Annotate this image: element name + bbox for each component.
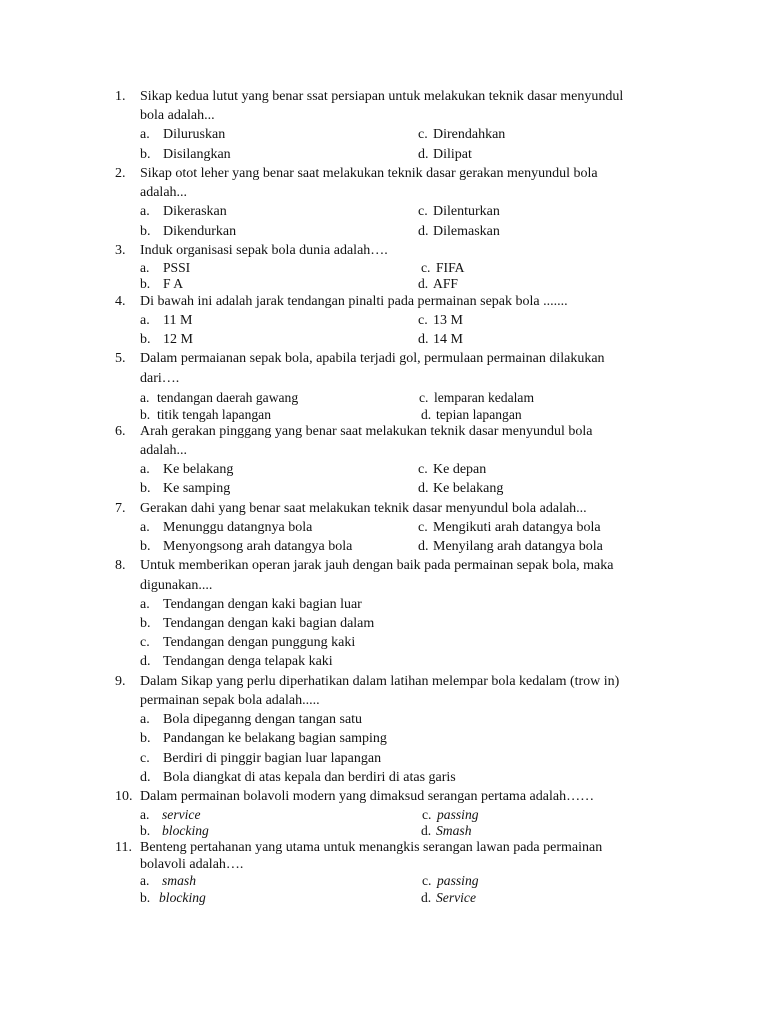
option-text: Dikendurkan [163,224,237,239]
question-number: 8. [115,558,126,573]
option-label: c. [418,313,428,328]
option-label: a. [140,597,150,612]
option-label: a. [140,712,150,727]
question-text: digunakan.... [140,578,213,593]
question-number: 7. [115,501,126,516]
option-label: d. [140,770,151,785]
option-label: d. [418,481,429,496]
option-text: AFF [433,276,458,291]
question-text: bolavoli adalah…. [140,857,244,872]
option-text: service [162,807,201,822]
option-label: b. [140,539,151,554]
option-text: 13 M [433,313,463,328]
option-text: Direndahkan [433,127,506,142]
option-text: Bola diangkat di atas kepala dan berdiri di atas garis [163,770,456,785]
option-text: titik tengah lapangan [157,407,272,422]
option-text: lemparan kedalam [434,390,535,405]
option-label: c. [419,390,429,405]
option-text: smash [162,873,196,888]
question-text: Benteng pertahanan yang utama untuk menangkis serangan lawan pada permainan [140,840,603,855]
option-label: c. [421,260,431,275]
option-text: passing [437,873,479,888]
option-text: Diluruskan [163,127,226,142]
question-text: adalah... [140,443,188,458]
option-text: Disilangkan [163,147,231,162]
option-label: a. [140,520,150,535]
question-number: 2. [115,166,126,181]
option-text: Tendangan dengan punggung kaki [163,635,356,650]
option-label: d. [421,890,432,905]
option-label: a. [140,462,150,477]
option-text: Tendangan denga telapak kaki [163,654,333,669]
option-text: 11 M [163,313,193,328]
option-label: b. [140,332,151,347]
question-text: Gerakan dahi yang benar saat melakukan teknik dasar menyundul bola adalah... [140,501,587,516]
option-text: Menunggu datangnya bola [163,520,313,535]
question-number: 1. [115,89,126,104]
option-text: passing [437,807,479,822]
question-text: Dalam permaianan sepak bola, apabila terjadi gol, permulaan permainan dilakukan [140,351,605,366]
question-text: Sikap otot leher yang benar saat melakukan teknik dasar gerakan menyundul bola [140,166,598,181]
option-label: c. [418,462,428,477]
option-label: c. [140,635,150,650]
question-text: Dalam Sikap yang perlu diperhatikan dalam latihan melempar bola kedalam (trow in) [140,674,620,689]
option-label: a. [140,390,150,405]
option-label: d. [418,276,429,291]
option-text: tepian lapangan [436,407,522,422]
option-text: 12 M [163,332,193,347]
option-label: d. [140,654,151,669]
option-label: b. [140,407,151,422]
question-number: 10. [115,789,133,804]
option-label: b. [140,147,151,162]
option-label: d. [421,823,432,838]
option-text: Menyilang arah datangya bola [433,539,603,554]
option-text: Dikeraskan [163,204,227,219]
question-number: 5. [115,351,126,366]
option-label: d. [418,147,429,162]
option-text: Dilipat [433,147,472,162]
option-label: a. [140,204,150,219]
option-text: Smash [436,823,472,838]
option-text: blocking [162,823,209,838]
option-text: Mengikuti arah datangya bola [433,520,601,535]
question-number: 9. [115,674,126,689]
option-text: Ke samping [163,481,231,496]
option-text: Berdiri di pinggir bagian luar lapangan [163,751,382,766]
question-text: permainan sepak bola adalah..... [140,693,320,708]
option-label: c. [418,204,428,219]
option-text: Bola dipeganng dengan tangan satu [163,712,363,727]
option-label: b. [140,823,151,838]
option-text: Dilemaskan [433,224,500,239]
option-text: Ke belakang [163,462,234,477]
option-text: tendangan daerah gawang [157,390,299,405]
option-label: b. [140,276,151,291]
question-text: Sikap kedua lutut yang benar ssat persiapan untuk melakukan teknik dasar menyundul [140,89,624,104]
option-label: d. [421,407,432,422]
question-text: dari…. [140,371,180,386]
question-text: Di bawah ini adalah jarak tendangan pinalti pada permainan sepak bola ....... [140,294,568,309]
option-label: a. [140,807,150,822]
option-text: F A [163,276,184,291]
question-text: adalah... [140,185,188,200]
option-label: b. [140,890,151,905]
option-label: a. [140,873,150,888]
option-text: Ke depan [433,462,487,477]
option-text: Ke belakang [433,481,504,496]
option-label: c. [422,807,432,822]
option-label: a. [140,260,150,275]
option-text: Menyongsong arah datangya bola [163,539,353,554]
question-text: Induk organisasi sepak bola dunia adalah…. [140,243,388,258]
option-text: Pandangan ke belakang bagian samping [163,731,387,746]
option-text: Tendangan dengan kaki bagian luar [163,597,362,612]
question-text: Dalam permainan bolavoli modern yang dimaksud serangan pertama adalah…… [140,789,595,804]
option-label: b. [140,481,151,496]
option-text: 14 M [433,332,463,347]
option-label: d. [418,332,429,347]
option-label: a. [140,127,150,142]
question-text: bola adalah... [140,108,215,123]
option-label: c. [140,751,150,766]
option-label: d. [418,539,429,554]
option-label: a. [140,313,150,328]
option-text: Tendangan dengan kaki bagian dalam [163,616,375,631]
option-text: blocking [159,890,206,905]
option-label: b. [140,224,151,239]
option-label: b. [140,616,151,631]
question-number: 6. [115,424,126,439]
question-number: 11. [115,840,132,855]
question-number: 3. [115,243,126,258]
option-text: PSSI [163,260,191,275]
option-text: Service [436,890,476,905]
option-label: b. [140,731,151,746]
question-text: Untuk memberikan operan jarak jauh dengan baik pada permainan sepak bola, maka [140,558,614,573]
option-text: FIFA [436,260,465,275]
option-label: c. [418,127,428,142]
option-label: d. [418,224,429,239]
question-number: 4. [115,294,126,309]
question-text: Arah gerakan pinggang yang benar saat melakukan teknik dasar menyundul bola [140,424,593,439]
option-label: c. [418,520,428,535]
option-label: c. [422,873,432,888]
option-text: Dilenturkan [433,204,500,219]
